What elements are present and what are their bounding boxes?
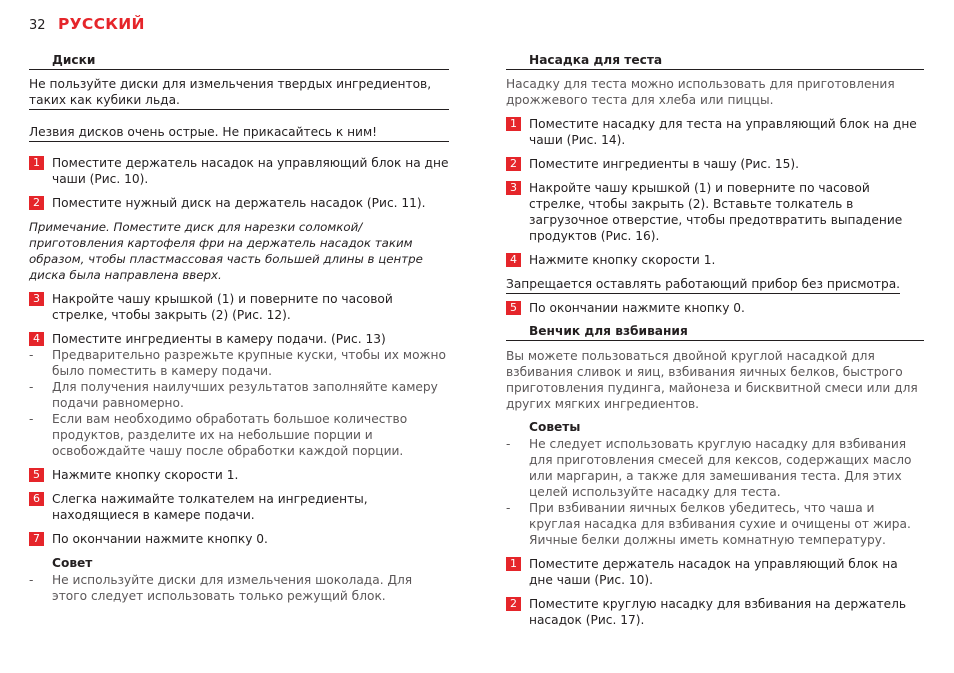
dash-marker: - xyxy=(29,573,34,587)
step-number: 3 xyxy=(506,181,521,195)
step-item xyxy=(506,596,924,628)
step-number: 1 xyxy=(506,117,521,131)
step-text: Поместите держатель насадок на управляющий блок на дне чаши (Рис. 10). xyxy=(529,557,898,587)
note-text: Примечание. Поместите диск для нарезки соломкой/приготовления картофеля фри на держатель насадок таким образом, чтобы пластмассовая часть большей длины в центре диска была направлена вверх. xyxy=(29,220,423,282)
step-number: 2 xyxy=(29,196,44,210)
step-number: 7 xyxy=(29,532,44,546)
step-text: Поместите нужный диск на держатель насадок (Рис. 11). xyxy=(52,196,426,210)
step-number: 3 xyxy=(29,292,44,306)
warning-sharp-blades: Лезвия дисков очень острые. Не прикасайтесь к ним! xyxy=(29,124,449,142)
step-text: Нажмите кнопку скорости 1. xyxy=(529,253,716,267)
step-item xyxy=(506,556,924,588)
step-item xyxy=(29,467,449,483)
list-item: - Для получения наилучших результатов заполняйте камеру подачи равномерно. xyxy=(29,380,438,410)
step-text: Поместите ингредиенты в чашу (Рис. 15). xyxy=(529,157,800,171)
dash-marker: - xyxy=(29,412,34,426)
step-number: 2 xyxy=(506,157,521,171)
step-item xyxy=(29,291,449,323)
page-number: 32 xyxy=(29,18,46,33)
step-item xyxy=(506,252,924,268)
section-heading-whisk: Венчик для взбивания xyxy=(506,324,924,341)
step-number: 4 xyxy=(29,332,44,346)
step-item xyxy=(506,116,924,148)
warning-hard-ingredients: Не пользуйте диски для измельчения твердых ингредиентов, таких как кубики льда. xyxy=(29,76,449,110)
bullet-list xyxy=(29,347,449,459)
section-heading-disks: Диски xyxy=(29,53,449,70)
step-text: По окончании нажмите кнопку 0. xyxy=(529,301,745,315)
warning-unattended: Запрещается оставлять работающий прибор без присмотра. xyxy=(506,276,924,294)
section-heading-tip: Совет xyxy=(52,556,93,570)
dough-intro: Насадку для теста можно использовать для приготовления дрожжевого теста для хлеба или пиццы. xyxy=(506,77,895,107)
dash-marker: - xyxy=(29,380,34,394)
step-item xyxy=(506,300,924,316)
step-item xyxy=(29,155,449,187)
list-item: - Не используйте диски для измельчения шоколада. Для этого следует использовать только режущий блок. xyxy=(29,573,413,603)
list-item: - Предварительно разрежьте крупные куски, чтобы их можно было поместить в камеру подачи. xyxy=(29,348,446,378)
dash-marker: - xyxy=(506,501,511,515)
step-text: Накройте чашу крышкой (1) и поверните по часовой стрелке, чтобы закрыть (2) (Рис. 12). xyxy=(52,292,393,322)
list-item: - Не следует использовать круглую насадку для взбивания для приготовления смесей для кексов, содержащих масло или маргарин, а также для замешивания теста. Для этих целей используйте насадку для теста. xyxy=(506,437,912,499)
step-item xyxy=(506,156,924,172)
step-text: Накройте чашу крышкой (1) и поверните по часовой стрелке, чтобы закрыть (2). Вставьте толкатель в загрузочное отверстие, чтобы предотвратить выпадение продуктов (Рис. 16). xyxy=(529,181,903,243)
step-item xyxy=(29,331,449,347)
step-number: 6 xyxy=(29,492,44,506)
step-number: 5 xyxy=(506,301,521,315)
whisk-intro: Вы можете пользоваться двойной круглой насадкой для взбивания сливок и яиц, взбивания яичных белков, быстрого приготовления пудинга, майонеза и бисквитной смеси или для других мягких ингредиентов. xyxy=(506,349,918,411)
dash-marker: - xyxy=(506,437,511,451)
section-heading-dough: Насадка для теста xyxy=(506,53,924,70)
step-number: 1 xyxy=(29,156,44,170)
step-number: 4 xyxy=(506,253,521,267)
step-number: 1 xyxy=(506,557,521,571)
step-text: Слегка нажимайте толкателем на ингредиенты, находящиеся в камере подачи. xyxy=(52,492,368,522)
step-text: Поместите ингредиенты в камеру подачи. (Рис. 13) xyxy=(52,332,386,346)
step-text: По окончании нажмите кнопку 0. xyxy=(52,532,268,546)
list-item: - При взбивании яичных белков убедитесь, что чаша и круглая насадка для взбивания сухие и очищены от жира. Яичные белки должны иметь комнатную температуру. xyxy=(506,501,911,547)
bullet-list xyxy=(506,436,924,548)
list-item: - Если вам необходимо обработать большое количество продуктов, разделите их на небольшие порции и освобождайте чашу после обработки каждой порции. xyxy=(29,412,408,458)
step-item xyxy=(29,531,449,547)
step-text: Поместите круглую насадку для взбивания на держатель насадок (Рис. 17). xyxy=(529,597,907,627)
step-number: 2 xyxy=(506,597,521,611)
dash-marker: - xyxy=(29,348,34,362)
step-item xyxy=(506,180,924,244)
step-item xyxy=(29,491,449,523)
step-number: 5 xyxy=(29,468,44,482)
language-title: РУССКИЙ xyxy=(58,15,145,33)
step-text: Нажмите кнопку скорости 1. xyxy=(52,468,239,482)
step-item xyxy=(29,195,449,211)
section-heading-tips: Советы xyxy=(529,420,581,434)
step-text: Поместите насадку для теста на управляющий блок на дне чаши (Рис. 14). xyxy=(529,117,917,147)
step-text: Поместите держатель насадок на управляющий блок на дне чаши (Рис. 10). xyxy=(52,156,449,186)
